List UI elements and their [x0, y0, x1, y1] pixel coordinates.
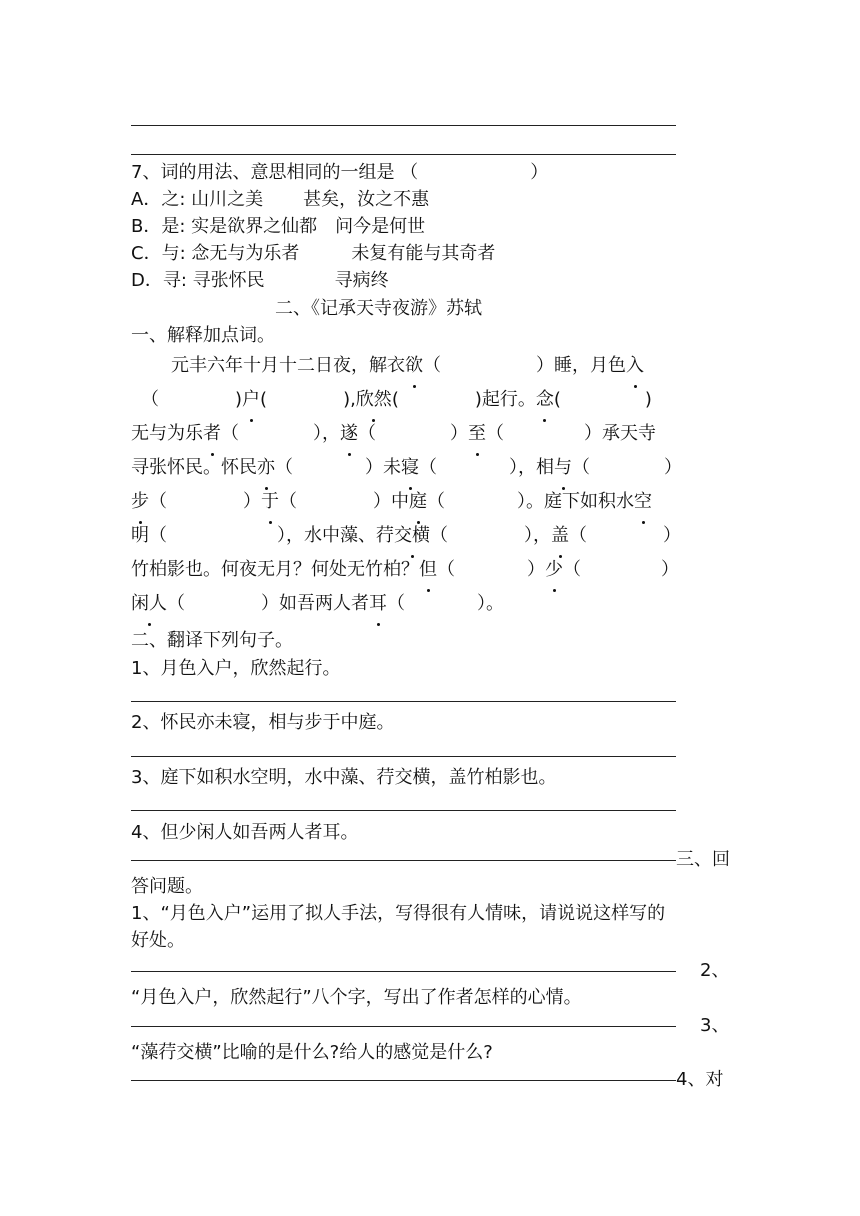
dotted-word: 于	[261, 485, 279, 519]
passage-line-4: 寻张怀民。怀民亦（ ）未寝（ ），相与（ ）	[131, 451, 731, 485]
option-a: A．之: 山川之美 甚矣，汝之不惠	[131, 189, 430, 210]
question-7: 7、词的用法、意思相同的一组是 （ ）	[131, 162, 549, 183]
part3-heading-rest: 答问题。	[131, 876, 203, 897]
translate-sentence-1: 1、月色入户，欣然起行。	[131, 658, 341, 679]
option-b: B．是: 实是欲界之仙都 问今是何世	[131, 216, 426, 237]
passage-line-2: （ )户( ),欣然( )起行。念( )	[131, 383, 731, 417]
dotted-word: 闲人	[131, 587, 167, 621]
dotted-word: 空	[634, 485, 652, 519]
dotted-word: 步	[131, 485, 149, 519]
dotted-word: 户	[242, 383, 260, 417]
translate-sentence-4: 4、但少闲人如吾两人者耳。	[131, 822, 359, 843]
part3-heading-row: 三、回	[131, 847, 731, 873]
question-1-line-b: 好处。	[131, 930, 185, 951]
dotted-word: 亦	[257, 451, 275, 485]
passage-line-8: 闲人（ ）如吾两人者耳（ ）。	[131, 587, 731, 621]
dotted-word: 耳	[369, 587, 387, 621]
dotted-word: 念	[536, 383, 554, 417]
dotted-word: 遂	[340, 417, 358, 451]
question-4-row: 4、对	[131, 1067, 731, 1093]
question-3: “藻荇交横”比喻的是什么?给人的感觉是什么?	[131, 1042, 493, 1063]
dotted-word: 入	[626, 349, 644, 383]
dotted-word: 但	[419, 553, 437, 587]
answer-line	[131, 810, 676, 811]
answer-line	[131, 860, 676, 861]
dotted-word: 寝	[401, 451, 419, 485]
dotted-word: 者	[203, 417, 221, 451]
passage-line-5: 步（ ）于（ ）中庭（ ）。庭下如积水空	[131, 485, 731, 519]
lesson-title: 二、《记承天寺夜游》苏轼	[275, 298, 482, 319]
answer-line	[131, 701, 676, 702]
dotted-word: 至	[468, 417, 486, 451]
question-stem: 7、词的用法、意思相同的一组是 （	[131, 162, 419, 183]
question-2: “月色入户，欣然起行”八个字，写出了作者怎样的心情。	[131, 987, 582, 1008]
passage-line-1: 元丰六年十月十二日夜，解衣欲（ ）睡，月色入	[131, 349, 731, 383]
question-1-line-a: 1、“月色入户”运用了拟人手法，写得很有人情味，请说说这样写的	[131, 903, 666, 924]
answer-line	[131, 125, 676, 126]
part1-heading: 一、解释加点词。	[131, 325, 275, 346]
dotted-word: 少	[545, 553, 563, 587]
answer-line	[131, 154, 676, 155]
dotted-word: 交横	[394, 519, 430, 553]
answer-line	[131, 756, 676, 757]
question-2-row: 2、	[131, 958, 731, 984]
dotted-word: 庭	[409, 485, 427, 519]
translate-sentence-3: 3、庭下如积水空明，水中藻、荇交横，盖竹柏影也。	[131, 767, 557, 788]
option-d: D．寻: 寻张怀民 寻病终	[131, 270, 389, 291]
answer-line	[131, 971, 676, 972]
question-3-row: 3、	[131, 1013, 731, 1039]
dotted-word: 与	[554, 451, 572, 485]
passage-line-3: 无与为乐者（ ），遂（ ）至（ ）承天寺	[131, 417, 731, 451]
answer-line	[131, 1080, 676, 1081]
passage-line-7: 竹柏影也。何夜无月？何处无竹柏？但（ ）少（ ）	[131, 553, 731, 587]
dotted-word: 欲	[405, 349, 423, 383]
passage-line-6: 明（ ），水中藻、荇交横（ ），盖（ ）	[131, 519, 731, 553]
answer-line	[131, 1026, 676, 1027]
part2-heading: 二、翻译下列句子。	[131, 630, 293, 651]
option-c: C．与: 念无与为乐者 未复有能与其奇者	[131, 243, 496, 264]
dotted-word: 盖	[551, 519, 569, 553]
dotted-word: 欣然	[356, 383, 392, 417]
translate-sentence-2: 2、怀民亦未寝，相与步于中庭。	[131, 712, 395, 733]
